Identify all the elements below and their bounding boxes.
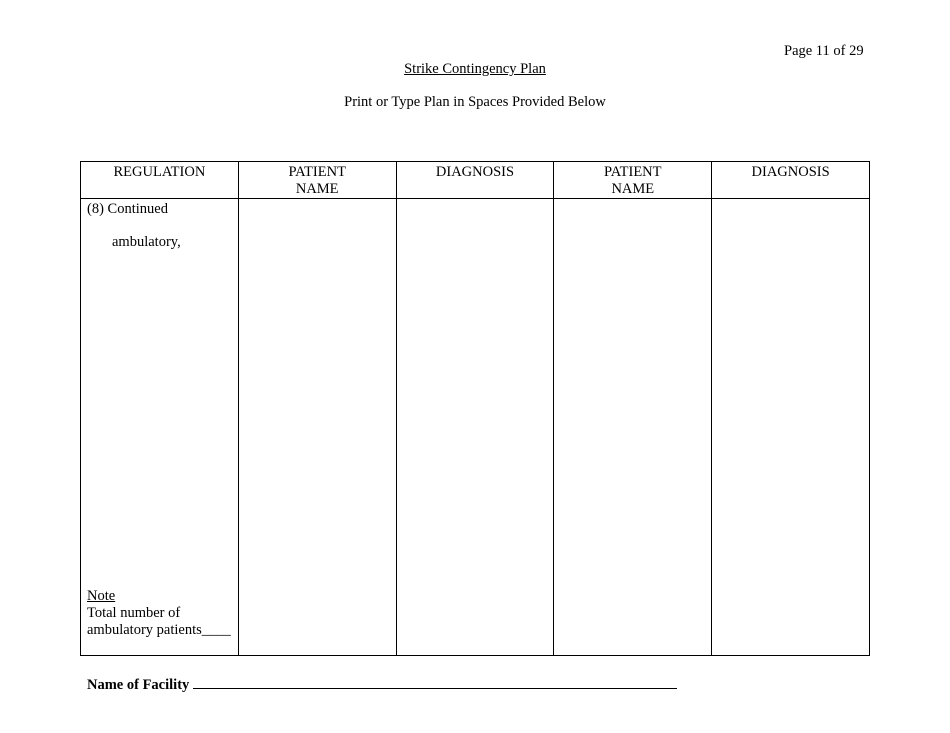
contingency-table [80,161,870,656]
regulation-text: ambulatory, [112,234,181,250]
patient-name-cell-2[interactable] [554,199,712,656]
column-header-diagnosis-2: DIAGNOSIS [712,162,870,199]
regulation-cell [81,199,239,656]
patient-name-cell-1[interactable] [238,199,396,656]
diagnosis-cell-1[interactable] [396,199,554,656]
note-block [87,588,231,639]
column-header-patient-name-2: PATIENT NAME [554,162,712,199]
regulation-number: (8) Continued [87,201,168,217]
column-header-diagnosis-1: DIAGNOSIS [396,162,554,199]
page-indicator: Page 11 of 29 [784,43,864,59]
page-subtitle: Print or Type Plan in Spaces Provided Below [344,94,606,110]
page-title [0,61,950,78]
facility-name-field [87,674,677,694]
column-header-regulation: REGULATION [81,162,239,199]
diagnosis-cell-2[interactable] [712,199,870,656]
note-line-2[interactable]: ambulatory patients____ [87,622,231,638]
note-line-1: Total number of [87,605,181,621]
table-row [81,199,870,656]
column-header-patient-name-1: PATIENT NAME [238,162,396,199]
facility-name-input-line[interactable] [193,674,677,689]
note-label: Note [87,588,116,604]
table-header-row [81,162,870,199]
title-text: Strike Contingency Plan [404,61,546,77]
facility-label: Name of Facility [87,677,190,693]
